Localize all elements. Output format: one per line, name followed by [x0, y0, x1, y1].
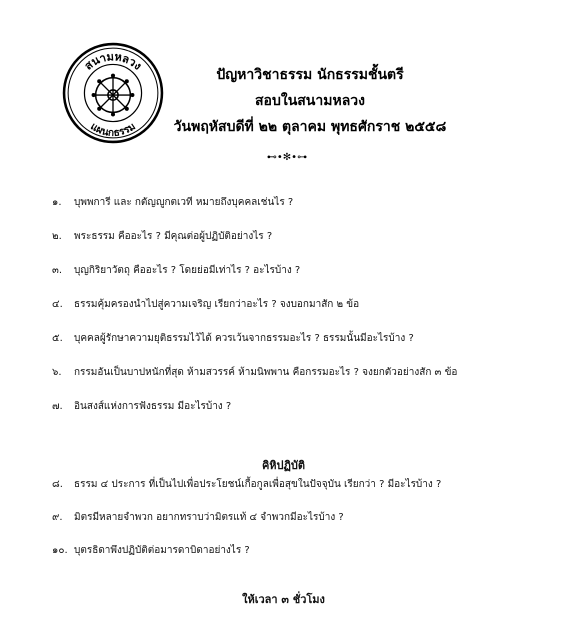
question-number: ๒. [52, 231, 62, 242]
question-item [52, 298, 522, 312]
question-item [52, 264, 522, 278]
question-text: บุญกิริยาวัตถุ คืออะไร ? โดยย่อมีเท่าไร ? อะไรบ้าง ? [74, 265, 301, 276]
header-line-2: สอบในสนามหลวง [255, 93, 365, 109]
question-number: ๕. [52, 333, 63, 344]
question-item [52, 544, 522, 558]
dharma-wheel-seal-icon [62, 42, 164, 144]
dhamma-question-list [52, 196, 522, 434]
question-item [52, 511, 522, 525]
time-allowed: ให้เวลา ๓ ชั่วโมง [242, 593, 325, 606]
question-number: ๑. [52, 197, 62, 208]
header-line-3: วันพฤหัสบดีที่ ๒๒ ตุลาคม พุทธศักราช ๒๕๕๘ [173, 119, 447, 135]
practice-question-list [52, 478, 522, 577]
question-text: อินสงส์แห่งการฟังธรรม มีอะไรบ้าง ? [74, 401, 232, 412]
question-item [52, 400, 522, 414]
question-item [52, 366, 522, 380]
question-text: พระธรรม คืออะไร ? มีคุณต่อผู้ปฏิบัติอย่างไร ? [74, 231, 273, 242]
seal-top-text: สนามหลวง [82, 50, 145, 73]
question-number: ๘. [52, 479, 63, 490]
question-number: ๔. [52, 299, 63, 310]
question-text: กรรมอันเป็นบาปหนักที่สุด ห้ามสวรรค์ ห้ามนิพพาน คือกรรมอะไร ? จงยกตัวอย่างสัก ๓ ข้อ [74, 367, 458, 378]
svg-text:แผนกธรรม [88, 121, 137, 139]
question-number: ๙. [52, 512, 63, 523]
question-item [52, 332, 522, 346]
question-number: ๖. [52, 367, 62, 378]
question-text: บุพพการี และ กตัญญูกตเวที หมายถึงบุคคลเช่นไร ? [74, 197, 294, 208]
question-text: มิตรมีหลายจำพวก อยากทราบว่ามิตรแท้ ๔ จำพวกมีอะไรบ้าง ? [74, 512, 344, 523]
question-text: บุตรธิดาพึงปฏิบัติต่อมารดาบิดาอย่างไร ? [74, 545, 250, 556]
question-text: บุคคลผู้รักษาความยุติธรรมไว้ได้ ควรเว้นจากธรรมอะไร ? ธรรมนั้นมีอะไรบ้าง ? [74, 333, 414, 344]
question-number: ๗. [52, 401, 63, 412]
question-item [52, 230, 522, 244]
question-text: ธรรม ๔ ประการ ที่เป็นไปเพื่อประโยชน์เกื้อกูลเพื่อสุขในปัจจุบัน เรียกว่า ? มีอะไรบ้าง ? [74, 479, 442, 490]
exam-header [150, 62, 470, 140]
question-item [52, 196, 522, 210]
question-text: ธรรมคุ้มครองนำไปสู่ความเจริญ เรียกว่าอะไร ? จงบอกมาสัก ๒ ข้อ [74, 299, 360, 310]
question-number: ๓. [52, 265, 63, 276]
section-title-practice: คิหิปฏิบัติ [261, 459, 306, 472]
seal-bottom-text: แผนกธรรม [88, 121, 138, 139]
question-number: ๑๐. [52, 545, 68, 556]
ornamental-divider: ⊷•✻•⊶ [266, 152, 308, 163]
header-line-1: ปัญหาวิชาธรรม นักธรรมชั้นตรี [216, 67, 404, 83]
question-item [52, 478, 522, 492]
